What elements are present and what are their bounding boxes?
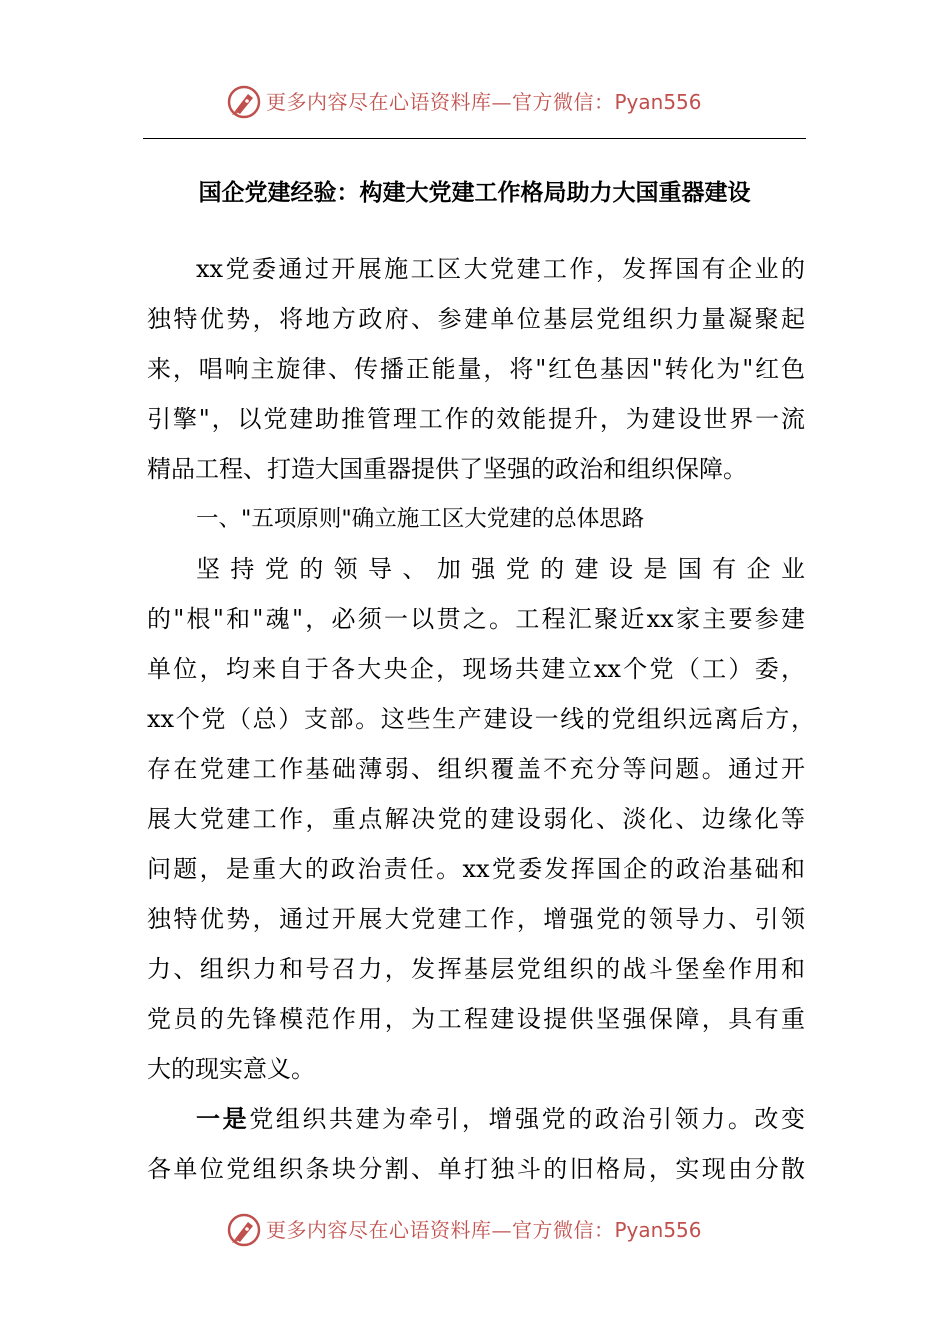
paragraph-line: xx个党（总）支部。这些生产建设一线的党组织远离后方， bbox=[147, 705, 815, 733]
pen-nib-logo-icon bbox=[226, 84, 262, 120]
paragraph-line: 党员的先锋模范作用，为工程建设提供坚强保障，具有重 bbox=[147, 1005, 805, 1033]
paragraph-line: 坚持党的领导、加强党的建设是国有企业 bbox=[196, 555, 805, 583]
paragraph-line: 独特优势，将地方政府、参建单位基层党组织力量凝聚起 bbox=[147, 305, 805, 333]
header-banner bbox=[0, 80, 950, 124]
paragraph-line: 展大党建工作，重点解决党的建设弱化、淡化、边缘化等 bbox=[147, 805, 805, 833]
paragraph-line: 力、组织力和号召力，发挥基层党组织的战斗堡垒作用和 bbox=[147, 955, 805, 983]
wechat-id: Pyan556 bbox=[614, 90, 702, 114]
paragraph-line: 精品工程、打造大国重器提供了坚强的政治和组织保障。 bbox=[147, 455, 747, 483]
footer-banner bbox=[0, 1208, 950, 1252]
header-rule bbox=[143, 138, 806, 139]
paragraph-line: 来，唱响主旋律、传播正能量，将"红色基因"转化为"红色 bbox=[147, 355, 805, 383]
banner-text: 更多内容尽在心语资料库—官方微信：Pyan556 bbox=[266, 90, 702, 114]
paragraph-line: 独特优势，通过开展大党建工作，增强党的领导力、引领 bbox=[147, 905, 805, 933]
paragraph-line: 大的现实意义。 bbox=[147, 1055, 315, 1083]
paragraph-line: 一是党组织共建为牵引，增强党的政治引领力。改变 bbox=[196, 1105, 806, 1133]
paragraph-line: 存在党建工作基础薄弱、组织覆盖不充分等问题。通过开 bbox=[147, 755, 805, 783]
section-heading: 一、"五项原则"确立施工区大党建的总体思路 bbox=[196, 506, 645, 532]
bold-lead: 一是 bbox=[196, 1105, 250, 1133]
paragraph-line: 问题，是重大的政治责任。xx党委发挥国企的政治基础和 bbox=[147, 855, 805, 883]
wechat-id: Pyan556 bbox=[614, 1218, 702, 1242]
pen-nib-logo-icon bbox=[226, 1212, 262, 1248]
paragraph-line: 的"根"和"魂"，必须一以贯之。工程汇聚近xx家主要参建 bbox=[147, 605, 805, 633]
banner-text: 更多内容尽在心语资料库—官方微信：Pyan556 bbox=[266, 1218, 702, 1242]
paragraph-line: 各单位党组织条块分割、单打独斗的旧格局，实现由分散 bbox=[147, 1155, 805, 1183]
paragraph-line: xx党委通过开展施工区大党建工作，发挥国有企业的 bbox=[196, 255, 805, 283]
document-title: 国企党建经验：构建大党建工作格局助力大国重器建设 bbox=[198, 179, 751, 206]
paragraph-line: 引擎"，以党建助推管理工作的效能提升，为建设世界一流 bbox=[147, 405, 805, 433]
paragraph-line: 单位，均来自于各大央企，现场共建立xx个党（工）委， bbox=[147, 655, 805, 683]
